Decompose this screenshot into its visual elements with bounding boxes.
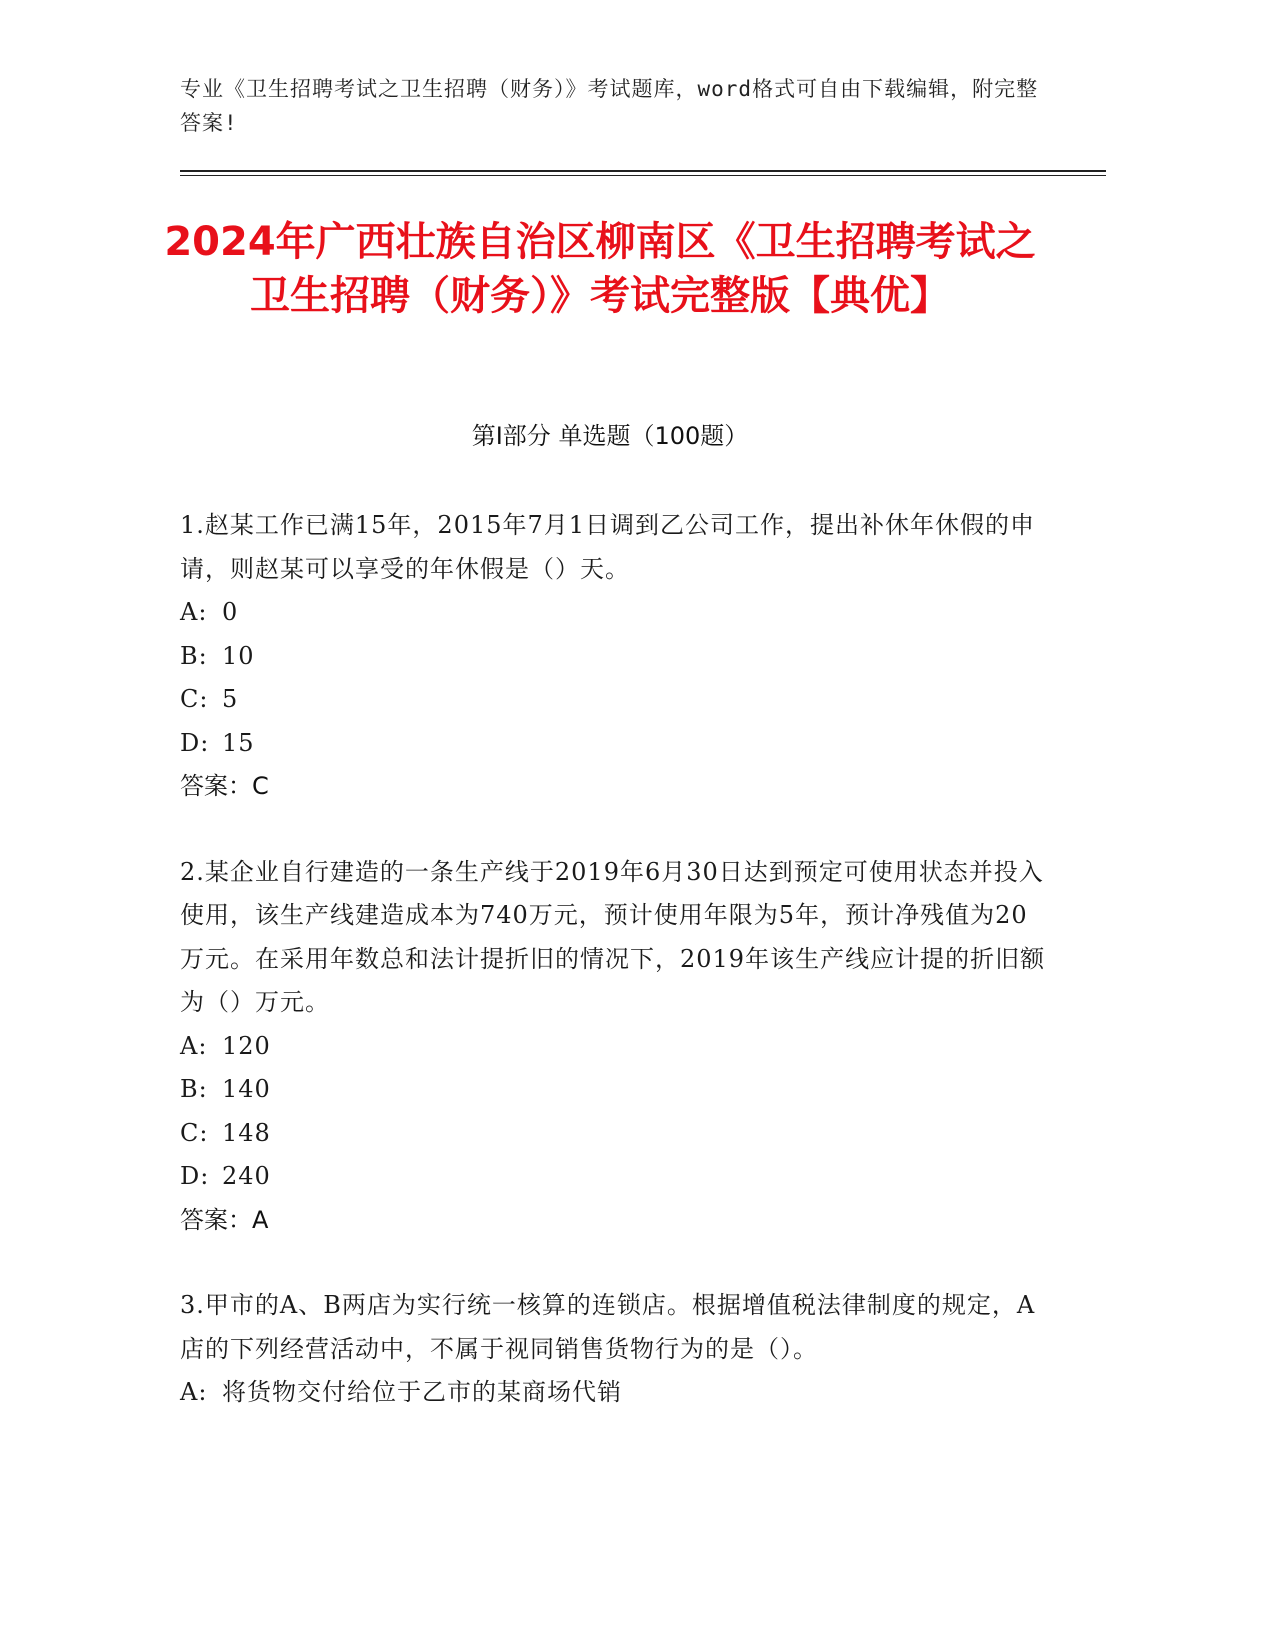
question-stem: 3.甲市的A、B两店为实行统一核算的连锁店。根据增值税法律制度的规定，A店的下列经营活动中，不属于视同销售货物行为的是（）。 (180, 1291, 1036, 1363)
option-letter: A: (180, 1031, 208, 1060)
question-stem: 1.赵某工作已满15年，2015年7月1日调到乙公司工作，提出补休年休假的申请，则赵某可以享受的年休假是（）天。 (180, 511, 1036, 583)
header-note: 专业《卫生招聘考试之卫生招聘（财务）》考试题库，word格式可自由下载编辑，附完整答案! (180, 77, 1039, 135)
document-title: 2024年广西壮族自治区柳南区《卫生招聘考试之卫生招聘（财务）》考试完整版【典优】 (164, 219, 1036, 319)
option-c (180, 678, 1050, 722)
option-text: 240 (222, 1162, 271, 1190)
option-text: 120 (222, 1031, 271, 1060)
question-3 (180, 1284, 1050, 1415)
option-text: 0 (222, 598, 239, 626)
option-text: 10 (222, 641, 255, 670)
question-answer: 答案：C (180, 772, 269, 800)
option-text: 140 (222, 1075, 271, 1103)
section-heading: 第I部分 单选题（100题） (471, 422, 749, 450)
option-text: 5 (222, 685, 239, 713)
option-text: 将货物交付给位于乙市的某商场代销 (222, 1378, 622, 1406)
option-b (180, 635, 1050, 679)
option-letter: C: (180, 1118, 209, 1147)
option-c (180, 1112, 1050, 1156)
option-letter: B: (180, 641, 208, 670)
option-letter: D: (180, 728, 210, 757)
header-divider-thick (180, 170, 1106, 172)
option-letter: A: (180, 598, 208, 626)
option-d (180, 1155, 1050, 1199)
option-text: 15 (222, 728, 255, 757)
option-letter: D: (180, 1162, 210, 1190)
question-1 (180, 504, 1050, 809)
question-stem: 2.某企业自行建造的一条生产线于2019年6月30日达到预定可使用状态并投入使用，该生产线建造成本为740万元，预计使用年限为5年，预计净残值为20万元。在采用年数总和法计提折旧的情况下，2019年该生产线应计提的折旧额为（）万元。 (180, 857, 1046, 1016)
option-text: 148 (222, 1118, 271, 1147)
option-b (180, 1068, 1050, 1112)
option-d (180, 722, 1050, 766)
option-a (180, 1371, 1050, 1415)
option-letter: B: (180, 1075, 208, 1103)
option-letter: A: (180, 1378, 208, 1406)
option-a (180, 1025, 1050, 1069)
question-list (180, 504, 1050, 1457)
header-divider-thin (180, 175, 1106, 176)
option-letter: C: (180, 685, 209, 713)
question-2 (180, 851, 1050, 1243)
option-a (180, 591, 1050, 635)
question-answer: 答案：A (180, 1205, 269, 1234)
